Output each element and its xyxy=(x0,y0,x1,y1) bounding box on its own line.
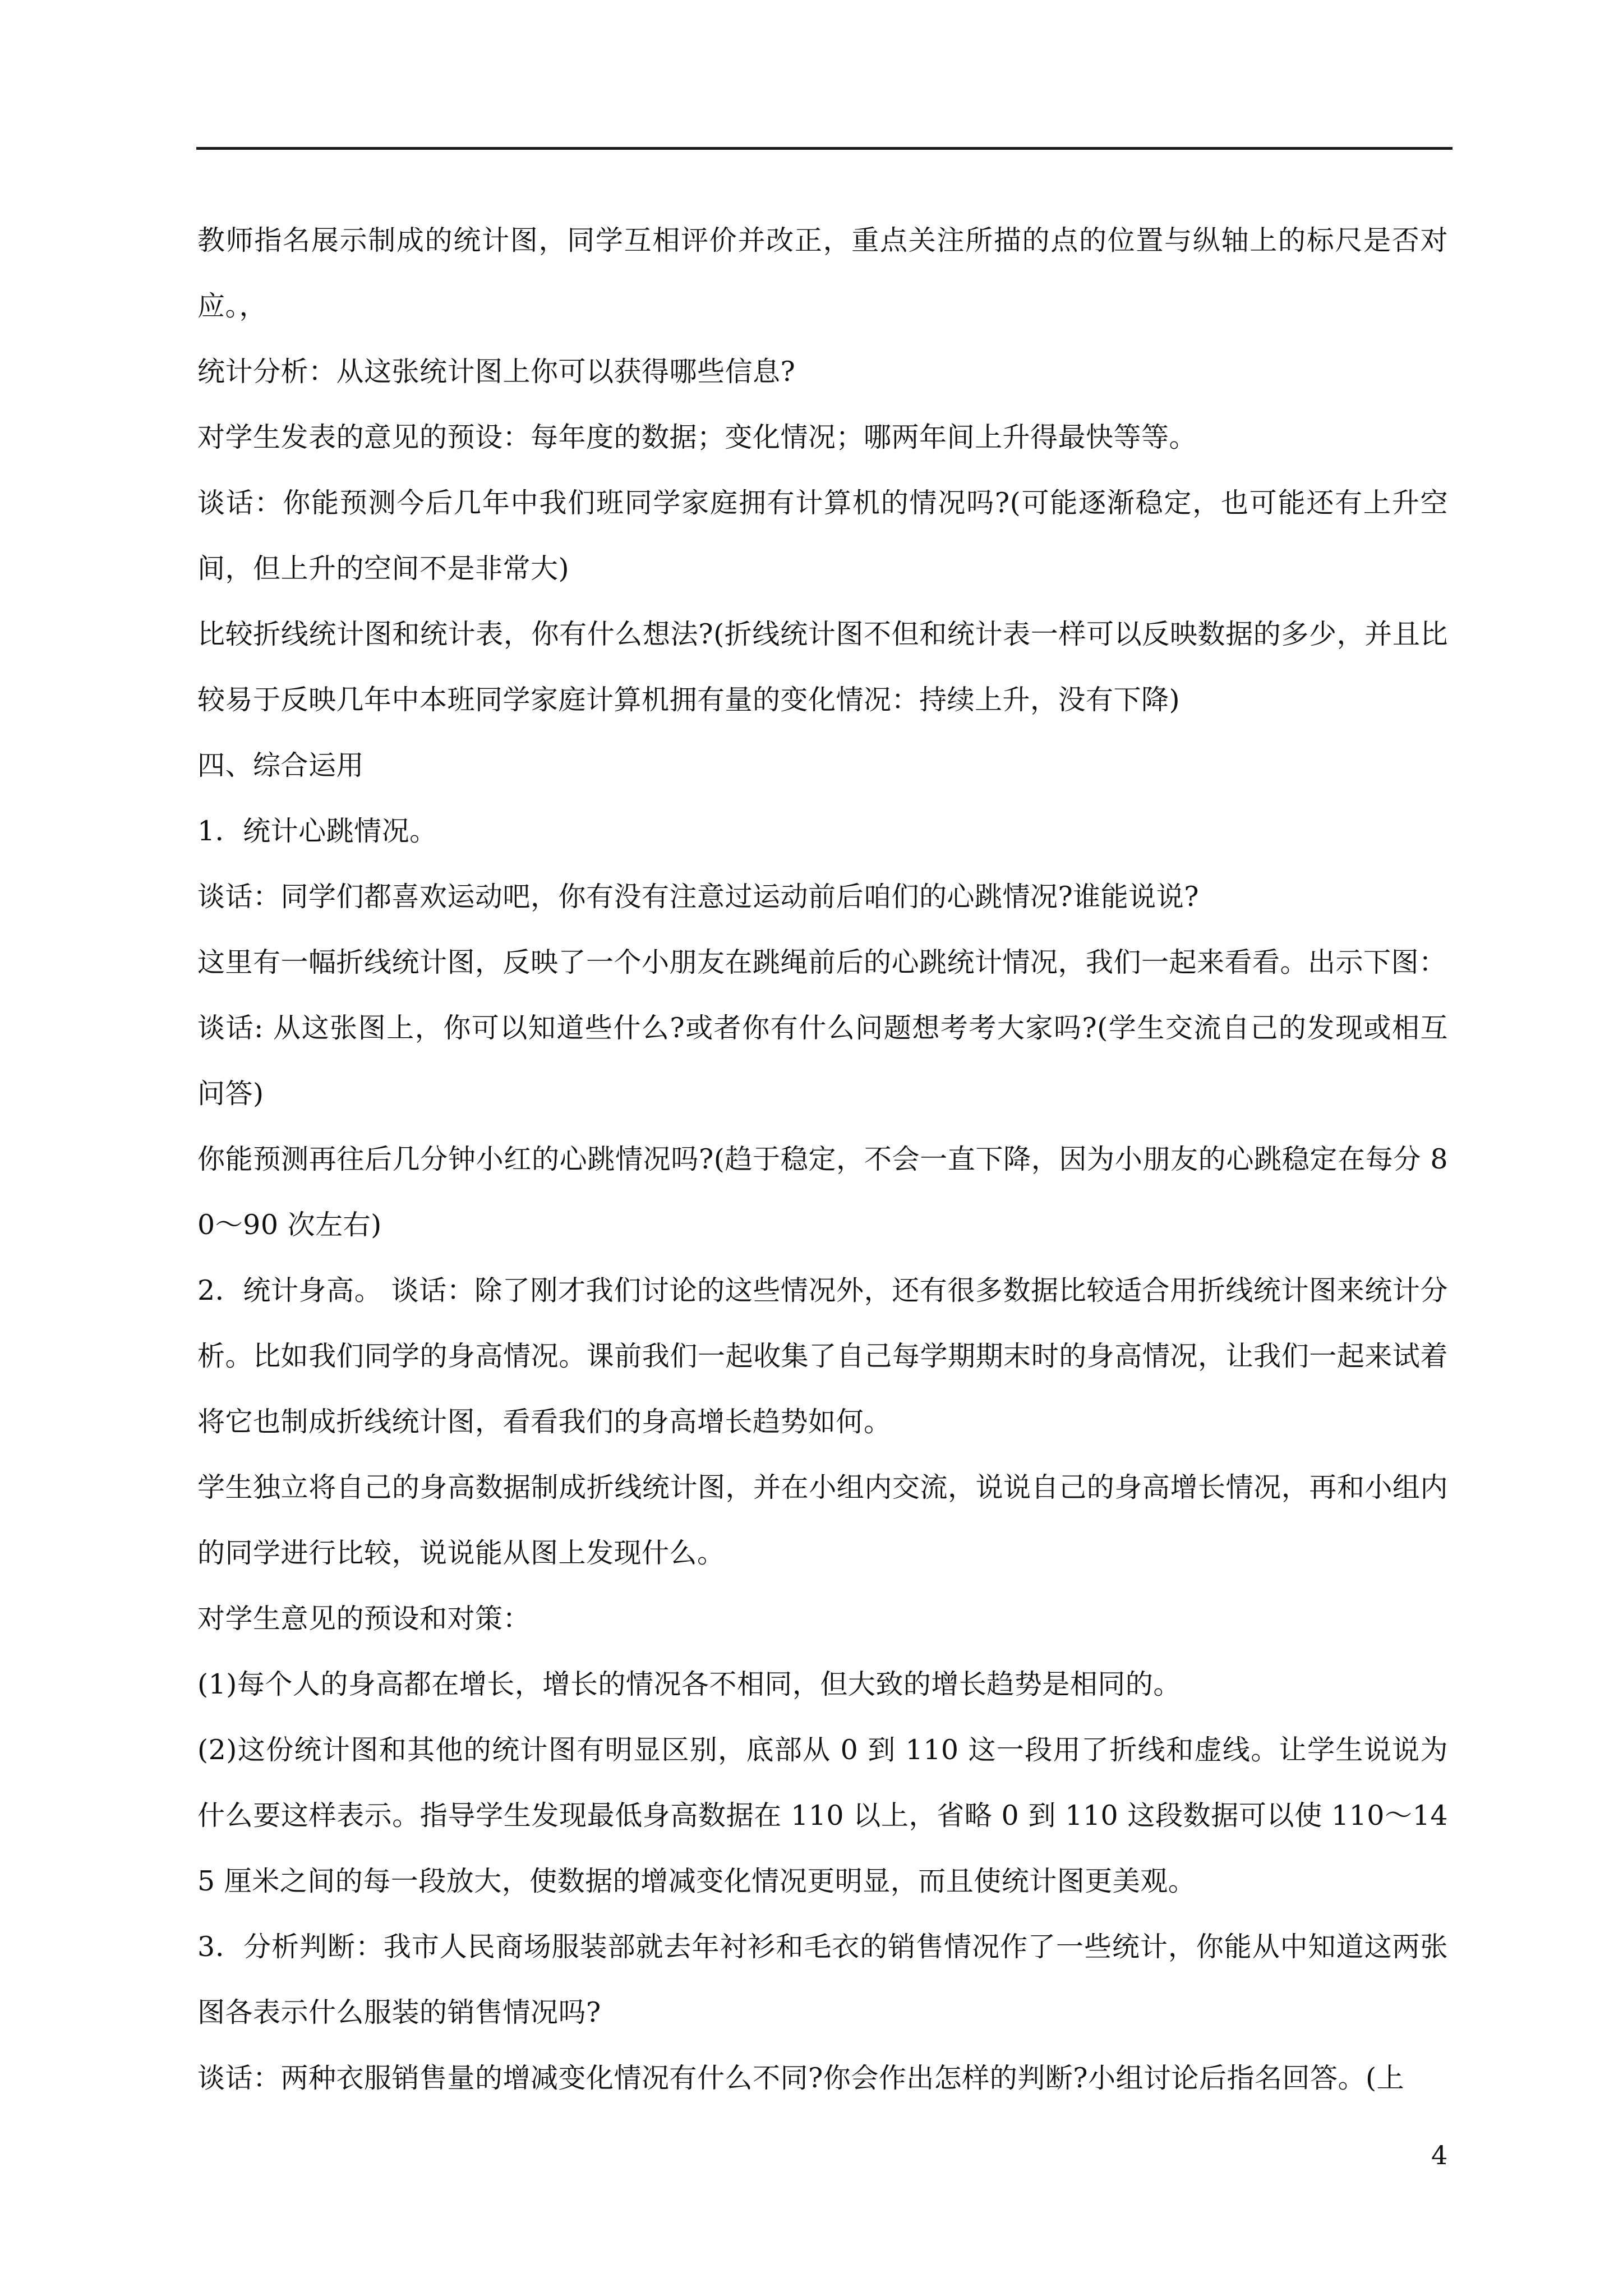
paragraph: 对学生意见的预设和对策： xyxy=(197,1603,531,1635)
page-number: 4 xyxy=(1431,2140,1448,2170)
paragraph: 比较折线统计图和统计表，你有什么想法?(折线统计图不但和统计表一样可以反映数据的多少，并且比较易于反映几年中本班同学家庭计算机拥有量的变化情况：持续上升，没有下降) xyxy=(197,618,1448,716)
paragraph: 这里有一幅折线统计图，反映了一个小朋友在跳绳前后的心跳统计情况，我们一起来看看。出示下图： xyxy=(197,946,1447,978)
paragraph: 统计分析：从这张统计图上你可以获得哪些信息? xyxy=(197,356,796,388)
section-heading: 四、综合运用 xyxy=(197,749,365,781)
subsection-heading: 1．统计心跳情况。 xyxy=(197,815,437,847)
paragraph: 你能预测再往后几分钟小红的心跳情况吗?(趋于稳定，不会一直下降，因为小朋友的心跳稳定在每分 80～90 次左右) xyxy=(197,1143,1448,1241)
document-body xyxy=(197,208,1448,2111)
paragraph: 谈话：同学们都喜欢运动吧，你有没有注意过运动前后咱们的心跳情况?谁能说说? xyxy=(197,881,1200,913)
paragraph: 谈话：两种衣服销售量的增减变化情况有什么不同?你会作出怎样的判断?小组讨论后指名回答。(上 xyxy=(197,2062,1405,2094)
paragraph: 对学生发表的意见的预设：每年度的数据；变化情况；哪两年间上升得最快等等。 xyxy=(197,421,1197,453)
paragraph: 谈话: 从这张图上，你可以知道些什么?或者你有什么问题想考考大家吗?(学生交流自己的发现或相互问答) xyxy=(197,1012,1448,1110)
list-item: (2)这份统计图和其他的统计图有明显区别，底部从 0 到 110 这一段用了折线和虚线。让学生说说为什么要这样表示。指导学生发现最低身高数据在 110 以上，省略 0 到 110 这段数据可以使 110～145 厘米之间的每一段放大，使数据的增减变化情况更明显，而且使统计图更美观。 xyxy=(197,1734,1448,1897)
paragraph: 教师指名展示制成的统计图，同学互相评价并改正，重点关注所描的点的位置与纵轴上的标尺是否对应。， xyxy=(197,224,1448,322)
paragraph: 谈话：你能预测今后几年中我们班同学家庭拥有计算机的情况吗?(可能逐渐稳定，也可能还有上升空间，但上升的空间不是非常大) xyxy=(197,487,1448,585)
paragraph: 3．分析判断：我市人民商场服装部就去年衬衫和毛衣的销售情况作了一些统计，你能从中知道这两张图各表示什么服装的销售情况吗? xyxy=(197,1931,1448,2028)
header-rule xyxy=(196,147,1453,150)
list-item: (1)每个人的身高都在增长，增长的情况各不相同，但大致的增长趋势是相同的。 xyxy=(197,1668,1181,1700)
paragraph: 学生独立将自己的身高数据制成折线统计图，并在小组内交流，说说自己的身高增长情况，再和小组内的同学进行比较，说说能从图上发现什么。 xyxy=(197,1471,1448,1569)
paragraph: 2．统计身高。 谈话：除了刚才我们讨论的这些情况外，还有很多数据比较适合用折线统计图来统计分析。比如我们同学的身高情况。课前我们一起收集了自己每学期期末时的身高情况，让我们一起来试着将它也制成折线统计图，看看我们的身高增长趋势如何。 xyxy=(197,1274,1448,1438)
